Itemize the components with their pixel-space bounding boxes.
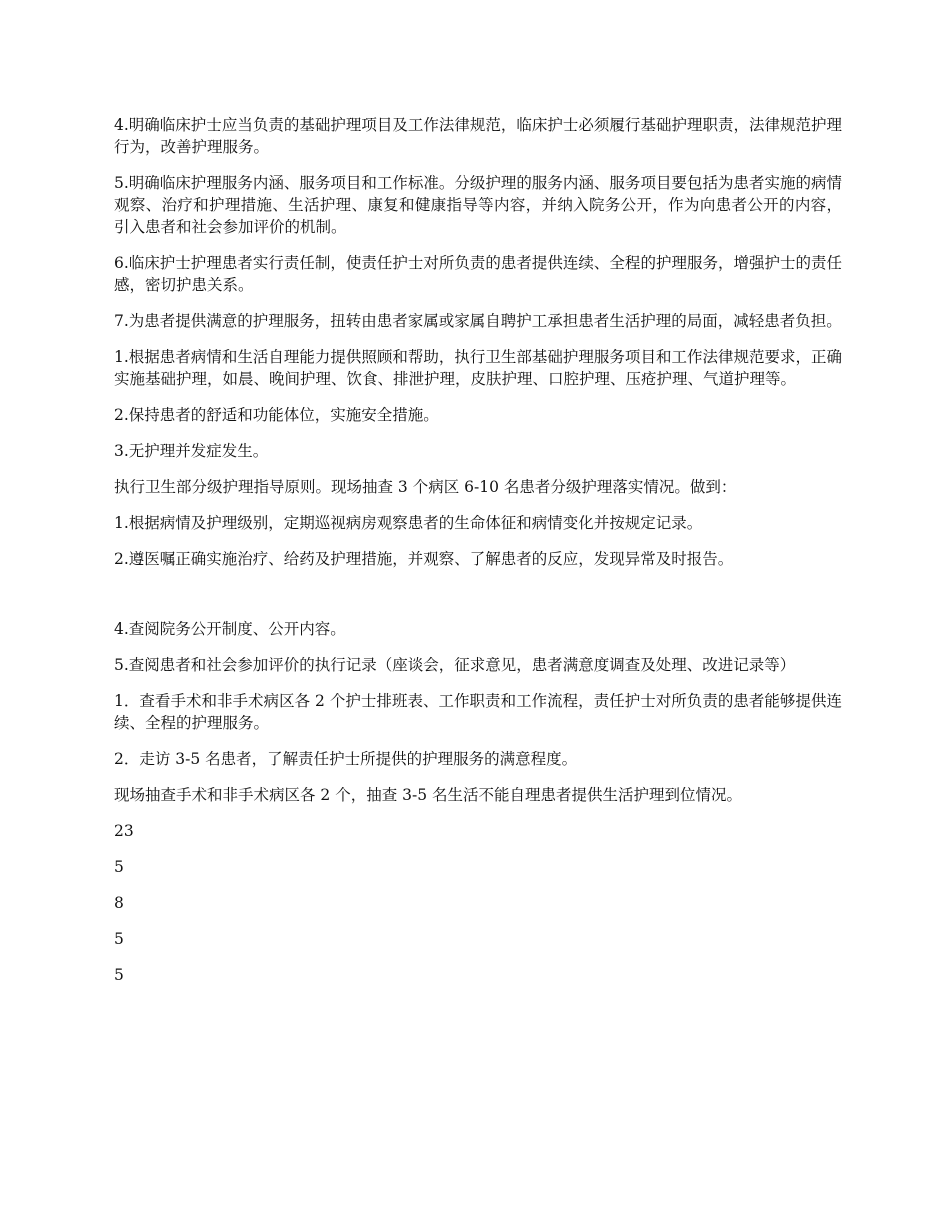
score-value: 5 [114,930,124,948]
paragraph-no-complications: 3.无护理并发症发生。 [114,442,269,460]
paragraph-medical-orders: 2.遵医嘱正确实施治疗、给药及护理措施，并观察、了解患者的反应，发现异常及时报告。 [114,550,734,568]
paragraph-hospital-disclosure: 4.查阅院务公开制度、公开内容。 [114,620,346,638]
paragraph-satisfactory-service: 7.为患者提供满意的护理服务，扭转由患者家属或家属自聘护工承担患者生活护理的局面，减轻患者负担。 [114,312,842,330]
document-body [114,114,842,1000]
score-value: 5 [114,858,124,876]
paragraph-basic-care-responsibility: 4.明确临床护士应当负责的基础护理项目及工作法律规范，临床护士必须履行基础护理职责，法律规范护理行为，改善护理服务。 [114,116,842,156]
score-value: 8 [114,894,124,912]
paragraph-evaluation-records: 5.查阅患者和社会参加评价的执行记录（座谈会，征求意见，患者满意度调查及处理、改进记录等） [114,656,796,674]
score-value: 23 [114,822,134,840]
paragraph-comfort-safety: 2.保持患者的舒适和功能体位，实施安全措施。 [114,406,439,424]
paragraph-schedule-check: 1．查看手术和非手术病区各 2 个护士排班表、工作职责和工作流程，责任护士对所负责的患者能够提供连续、全程的护理服务。 [114,692,842,732]
paragraph-patient-visit: 2．走访 3-5 名患者，了解责任护士所提供的护理服务的满意程度。 [114,750,578,768]
paragraph-responsibility-system: 6.临床护士护理患者实行责任制，使责任护士对所负责的患者提供连续、全程的护理服务，增强护士的责任感，密切护患关系。 [114,254,842,294]
score-value: 5 [114,966,124,984]
paragraph-service-standards: 5.明确临床护理服务内涵、服务项目和工作标准。分级护理的服务内涵、服务项目要包括为患者实施的病情观察、治疗和护理措施、生活护理、康复和健康指导等内容，并纳入院务公开，作为向患者公开的内容，引入患者和社会参加评价的机制。 [114,174,842,236]
paragraph-care-assistance: 1.根据患者病情和生活自理能力提供照顾和帮助，执行卫生部基础护理服务项目和工作法律规范要求，正确实施基础护理，如晨、晚间护理、饮食、排泄护理，皮肤护理、口腔护理、压疮护理、气道护理等。 [114,348,842,388]
paragraph-grading-guideline: 执行卫生部分级护理指导原则。现场抽查 3 个病区 6-10 名患者分级护理落实情况。做到： [114,478,737,496]
paragraph-ward-rounds: 1.根据病情及护理级别，定期巡视病房观察患者的生命体征和病情变化并按规定记录。 [114,514,703,532]
paragraph-onsite-inspection: 现场抽查手术和非手术病区各 2 个，抽查 3-5 名生活不能自理患者提供生活护理到位情况。 [114,786,743,804]
